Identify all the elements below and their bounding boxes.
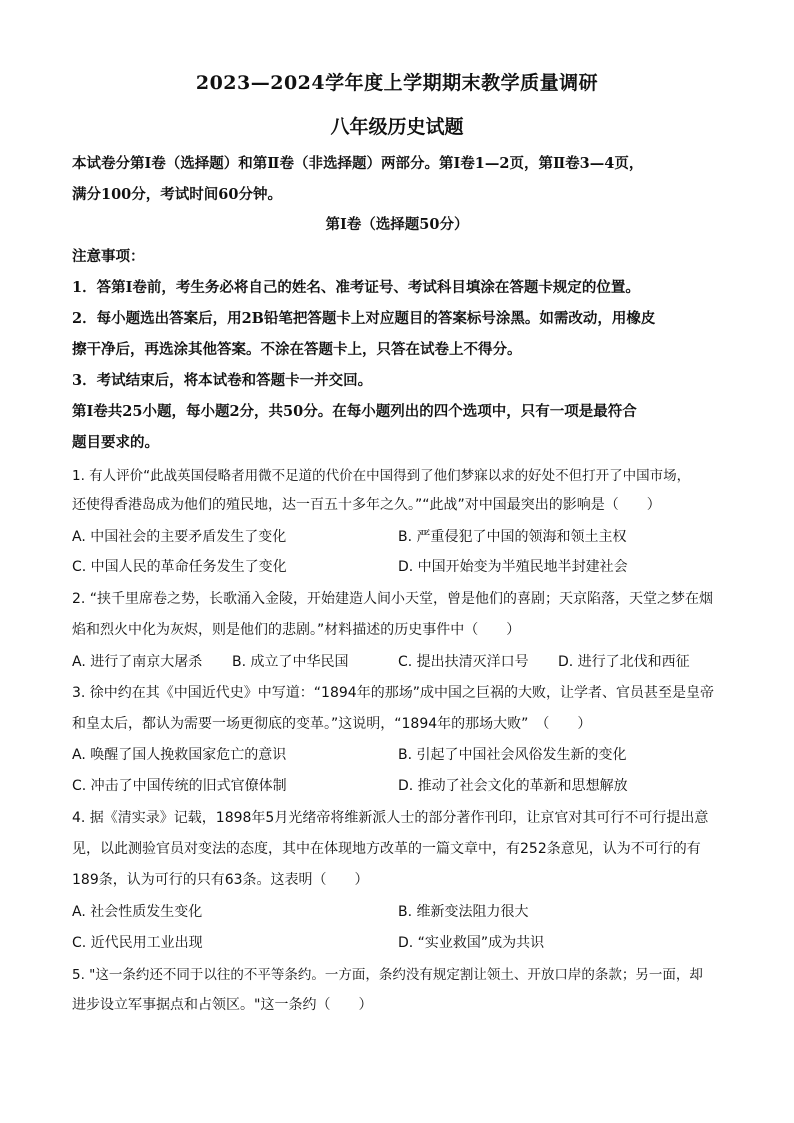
section-title: 第Ⅰ卷（选择题50分） xyxy=(325,216,469,233)
question-4-option-b: B. 维新变法阻力很大 xyxy=(398,904,529,920)
question-2-option-d: D. 进行了北伐和西征 xyxy=(558,654,690,670)
notice-item-3: 3．考试结束后，将本试卷和答题卡一并交回。 xyxy=(72,372,373,389)
question-3-option-d: D. 推动了社会文化的革新和思想解放 xyxy=(398,778,628,794)
question-5-line-2: 进步设立军事据点和占领区。"这一条约（ ） xyxy=(72,997,373,1013)
question-2-option-a: A. 进行了南京大屠杀 xyxy=(72,654,203,670)
intro-line-2: 满分100分，考试时间60分钟。 xyxy=(72,186,282,203)
notice-item-2-line-1: 2．每小题选出答案后，用2B铅笔把答题卡上对应题目的答案标号涂黑。如需改动，用橡皮 xyxy=(72,310,656,327)
question-4-option-a: A. 社会性质发生变化 xyxy=(72,904,203,920)
question-2-line-1: 2. “挟千里席卷之势，长歌涌入金陵，开始建造人间小天堂，曾是他们的喜剧；天京陷落，天堂之梦在烟 xyxy=(72,591,714,607)
instructions-line-2: 题目要求的。 xyxy=(72,434,159,451)
notice-heading: 注意事项： xyxy=(72,248,145,265)
question-4-line-1: 4. 据《清实录》记载，1898年5月光绪帝将维新派人士的部分著作刊印，让京官对其可行不可行提出意 xyxy=(72,810,709,826)
question-1-option-b: B. 严重侵犯了中国的领海和领土主权 xyxy=(398,529,627,545)
question-1-option-a: A. 中国社会的主要矛盾发生了变化 xyxy=(72,529,287,545)
question-4-line-3: 189条，认为可行的只有63条。这表明（ ） xyxy=(72,872,369,888)
notice-item-2-line-2: 擦干净后，再选涂其他答案。不涂在答题卡上，只答在试卷上不得分。 xyxy=(72,341,522,358)
exam-subtitle: 八年级历史试题 xyxy=(330,116,464,138)
question-1-option-c: C. 中国人民的革命任务发生了变化 xyxy=(72,559,287,575)
question-3-option-c: C. 冲击了中国传统的旧式官僚体制 xyxy=(72,778,287,794)
question-2-option-b: B. 成立了中华民国 xyxy=(232,654,349,670)
question-4-option-c: C. 近代民用工业出现 xyxy=(72,935,203,951)
notice-item-1: 1．答第Ⅰ卷前，考生务必将自己的姓名、准考证号、考试科目填涂在答题卡规定的位置。 xyxy=(72,279,640,296)
instructions-line-1: 第Ⅰ卷共25小题，每小题2分，共50分。在每小题列出的四个选项中，只有一项是最符合 xyxy=(72,403,637,420)
intro-line-1: 本试卷分第Ⅰ卷（选择题）和第Ⅱ卷（非选择题）两部分。第Ⅰ卷1—2页，第Ⅱ卷3—4页， xyxy=(72,155,644,172)
question-4-line-2: 见，以此测验官员对变法的态度，其中在体现地方改革的一篇文章中，有252条意见，认为不可行的有 xyxy=(72,841,701,857)
question-3-option-b: B. 引起了中国社会风俗发生新的变化 xyxy=(398,747,627,763)
question-2-line-2: 焰和烈火中化为灰烬，则是他们的悲剧。”材料描述的历史事件中（ ） xyxy=(72,622,521,638)
question-5-line-1: 5. "这一条约还不同于以往的不平等条约。一方面，条约没有规定割让领土、开放口岸的条款；另一面，却 xyxy=(72,967,703,983)
exam-title: 2023—2024学年度上学期期末教学质量调研 xyxy=(195,72,599,94)
question-3-option-a: A. 唤醒了国人挽救国家危亡的意识 xyxy=(72,747,287,763)
question-3-line-1: 3. 徐中约在其《中国近代史》中写道：“1894年的那场”成中国之巨祸的大败，让学者、官员甚至是皇帝 xyxy=(72,685,714,701)
question-1-line-2: 还使得香港岛成为他们的殖民地，达一百五十多年之久。”“此战”对中国最突出的影响是（ ） xyxy=(72,497,661,513)
question-1-option-d: D. 中国开始变为半殖民地半封建社会 xyxy=(398,559,628,575)
question-3-line-2: 和皇太后，都认为需要一场更彻底的变革。”这说明，“1894年的那场大败” （ ） xyxy=(72,716,592,732)
question-1-line-1: 1. 有人评价“此战英国侵略者用微不足道的代价在中国得到了他们梦寐以求的好处不但打开了中国市场， xyxy=(72,468,691,484)
question-2-option-c: C. 提出扶清灭洋口号 xyxy=(398,654,529,670)
question-4-option-d: D. “实业救国”成为共识 xyxy=(398,935,545,951)
